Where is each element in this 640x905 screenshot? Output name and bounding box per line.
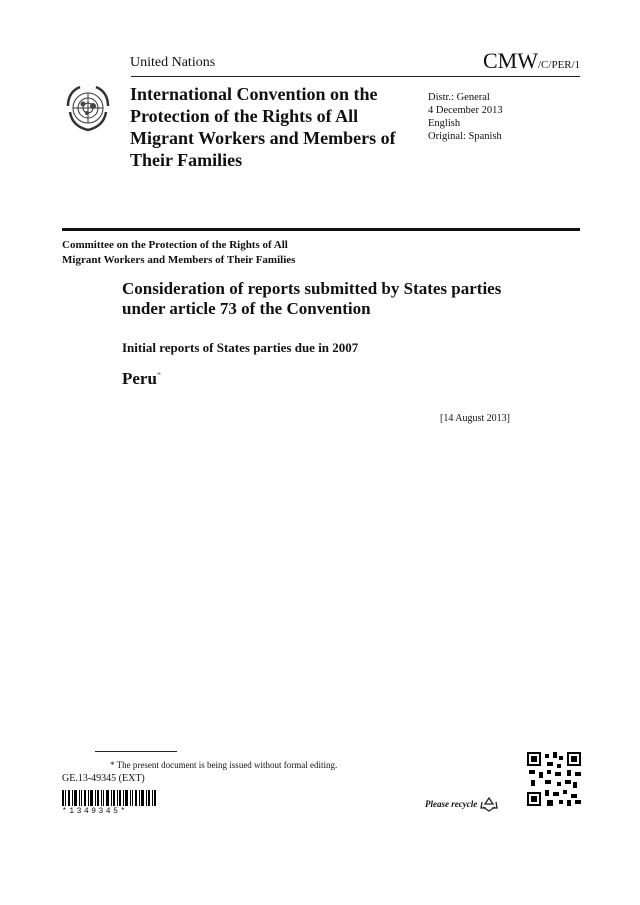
main-heading: Consideration of reports submitted by States parties under article 73 of the Convention <box>122 279 502 318</box>
ge-code: GE.13-49345 (EXT) <box>62 773 145 784</box>
document-symbol <box>483 48 580 74</box>
committee-line-2: Migrant Workers and Members of Their Families <box>62 254 296 266</box>
committee-line-1: Committee on the Protection of the Rights of All <box>62 239 288 251</box>
report-date: [14 August 2013] <box>440 413 510 424</box>
distribution-language: English <box>428 118 461 129</box>
distribution-date: 4 December 2013 <box>428 105 503 116</box>
barcode-number: *1349345* <box>62 807 128 816</box>
qr-code-icon <box>527 752 581 806</box>
committee-name <box>62 238 295 268</box>
header-rule <box>131 76 580 77</box>
recycle-label: Please recycle <box>425 799 478 809</box>
symbol-suffix: /C/PER/1 <box>538 59 581 71</box>
symbol-main: CMW <box>483 48 538 73</box>
recycle-icon <box>480 796 498 812</box>
footnote-text: * The present document is being issued without formal editing. <box>110 760 338 770</box>
footnote-mark: * <box>156 370 161 380</box>
distribution-status: Distr.: General <box>428 92 490 103</box>
un-emblem-icon <box>62 82 114 134</box>
distribution-block <box>428 91 503 143</box>
title-rule <box>62 228 580 231</box>
barcode-icon <box>62 790 156 806</box>
country-name: Peru <box>122 369 157 388</box>
convention-title: International Convention on the Protection of the Rights of All Migrant Workers and Members of Their Families <box>130 84 396 170</box>
country-heading <box>122 369 161 389</box>
organization-label: United Nations <box>130 55 216 70</box>
distribution-original: Original: Spanish <box>428 131 502 142</box>
sub-heading: Initial reports of States parties due in 2007 <box>122 340 359 355</box>
footnote-rule <box>95 751 177 752</box>
recycle-notice <box>425 796 498 812</box>
